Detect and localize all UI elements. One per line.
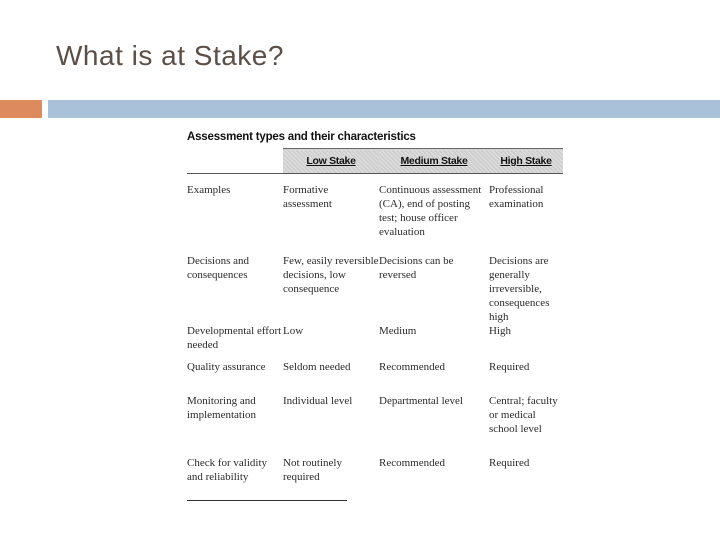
cell-low: Few, easily reversible decisions, low consequence bbox=[283, 254, 379, 295]
cell-high: Professional examination bbox=[489, 184, 544, 210]
cell-high: Required bbox=[489, 360, 530, 373]
row-label: Decisions and consequences bbox=[187, 254, 250, 281]
cell-medium: Continuous assessment (CA), end of posting test; house officer evaluation bbox=[379, 184, 482, 238]
table-bottom-rule bbox=[187, 500, 347, 501]
assessment-table bbox=[187, 148, 563, 496]
table-row bbox=[187, 360, 563, 394]
slide-title: What is at Stake? bbox=[56, 40, 284, 71]
table-row bbox=[187, 456, 563, 496]
table-row bbox=[187, 248, 563, 324]
table-row bbox=[187, 174, 563, 248]
row-label: Quality assurance bbox=[187, 360, 266, 373]
cell-low: Individual level bbox=[283, 394, 353, 407]
table-header-row bbox=[187, 149, 563, 174]
cell-medium: Recommended bbox=[379, 360, 445, 373]
cell-low: Low bbox=[283, 324, 304, 337]
header-low-stake: Low Stake bbox=[283, 149, 379, 174]
cell-medium: Recommended bbox=[379, 456, 445, 469]
cell-low: Formative assessment bbox=[283, 184, 332, 210]
cell-medium: Departmental level bbox=[379, 394, 463, 407]
table-row bbox=[187, 324, 563, 360]
header-empty bbox=[187, 149, 283, 174]
table-caption: Assessment types and their characteristics bbox=[187, 131, 416, 143]
cell-low: Seldom needed bbox=[283, 360, 351, 373]
header-high-stake: High Stake bbox=[489, 149, 563, 174]
row-label: Developmental effort needed bbox=[187, 324, 282, 351]
accent-bar bbox=[0, 100, 42, 118]
row-label: Check for validity and reliability bbox=[187, 456, 268, 483]
cell-high: Central; faculty or medical school level bbox=[489, 394, 558, 435]
cell-medium: Medium bbox=[379, 324, 417, 337]
scanned-table-image bbox=[187, 128, 565, 501]
header-divider-bar bbox=[48, 100, 720, 118]
cell-high: Required bbox=[489, 456, 530, 469]
cell-high: High bbox=[489, 324, 511, 337]
cell-medium: Decisions can be reversed bbox=[379, 254, 454, 281]
row-label: Examples bbox=[187, 184, 231, 196]
cell-low: Not routinely required bbox=[283, 456, 342, 483]
cell-high: Decisions are generally irreversible, consequences high bbox=[489, 254, 550, 323]
row-label: Monitoring and implementation bbox=[187, 394, 257, 421]
table-row bbox=[187, 394, 563, 456]
header-medium-stake: Medium Stake bbox=[379, 149, 489, 174]
